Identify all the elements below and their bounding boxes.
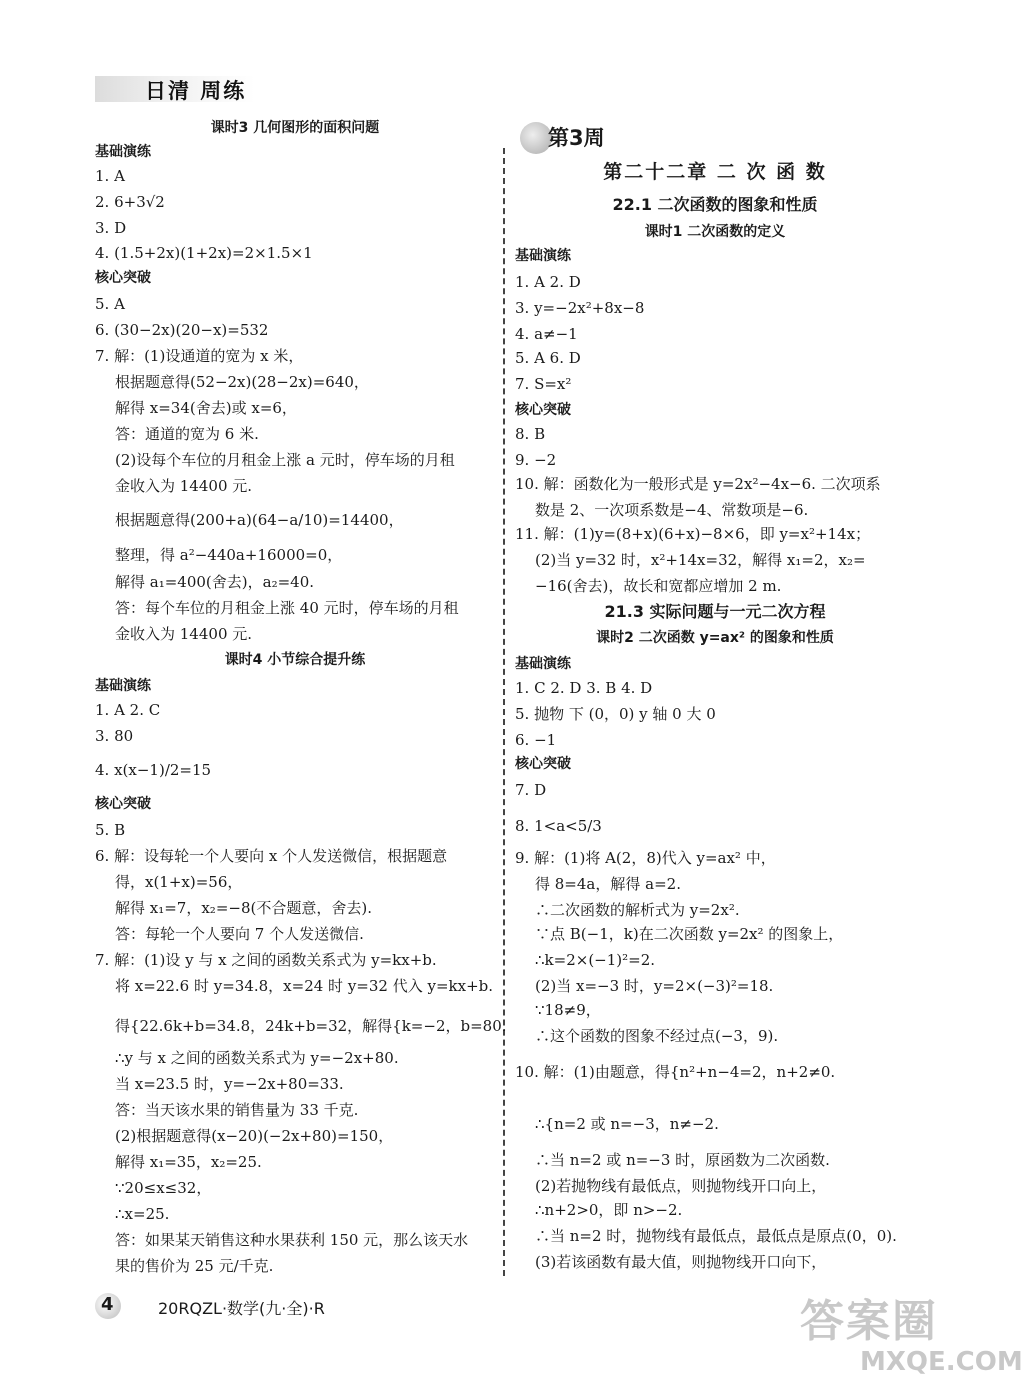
answer-line: 得{22.6k+b=34.8，24k+b=32，解得{k=−2，b=80. [115,1017,507,1035]
page-number: 4 [101,1294,114,1315]
sec-heading: 基础演练 [95,144,151,160]
week-heading [520,120,640,156]
answer-line: 根据题意得(52−2x)(28−2x)=640， [115,373,369,391]
answer-line: 答：当天该水果的销售量为 33 千克. [115,1101,359,1119]
answer-line: 得 8=4a，解得 a=2. [535,875,681,893]
answer-line: 1. C 2. D 3. B 4. D [515,679,653,697]
sec-heading: 基础演练 [515,248,571,264]
answer-line: 金收入为 14400 元. [115,477,253,495]
header-title: 日清 周练 [145,79,247,103]
answer-line: (2)当 y=32 时，x²+14x=32，解得 x₁=2，x₂= [535,551,866,569]
answer-line: ∵点 B(−1，k)在二次函数 y=2x² 的图象上， [535,925,844,943]
answer-line: 7. 解：(1)设通道的宽为 x 米， [95,347,304,365]
sec-heading: 核心突破 [515,756,571,772]
footer-code: 20RQZL·数学(九·全)·R [158,1299,325,1318]
answer-line: 5. B [95,821,126,839]
answer-line: −16(舍去)，故长和宽都应增加 2 m. [535,577,782,595]
answer-line: (2)若抛物线有最低点，则抛物线开口向上， [535,1177,827,1195]
answer-line: ∴y 与 x 之间的函数关系式为 y=−2x+80. [115,1049,399,1067]
sec-heading: 基础演练 [95,678,151,694]
answer-line: ∴{n=2 或 n=−3，n≠−2. [535,1115,719,1133]
answer-line: 6. (30−2x)(20−x)=532 [95,321,269,339]
subtitle-heading: 22.1 二次函数的图象和性质 [612,195,818,214]
answer-line: 得，x(1+x)=56， [115,873,243,891]
answer-line: 3. y=−2x²+8x−8 [515,299,645,317]
answer-line: 数是 2、一次项系数是−4、常数项是−6. [535,501,809,519]
lesson-heading: 课时1 二次函数的定义 [644,224,786,240]
column-divider [503,148,505,1276]
answer-line: 7. 解：(1)设 y 与 x 之间的函数关系式为 y=kx+b. [95,951,437,969]
answer-line: 5. 抛物 下 (0，0) y 轴 0 大 0 [515,705,716,723]
watermark-url: MXQE.COM [860,1347,1023,1377]
chapter-heading: 第二十二章 二 次 函 数 [603,161,827,183]
answer-line: 金收入为 14400 元. [115,625,253,643]
answer-line: 整理，得 a²−440a+16000=0， [115,546,343,564]
answer-line: 9. −2 [515,451,557,469]
answer-line: 10. 解：函数化为一般形式是 y=2x²−4x−6. 二次项系 [515,475,881,493]
answer-line: ∴n+2>0，即 n>−2. [535,1201,683,1219]
answer-line: 4. x(x−1)/2=15 [95,761,212,779]
watermark-logo [800,1285,1023,1385]
sec-heading: 核心突破 [515,402,571,418]
sec-heading: 基础演练 [515,656,571,672]
answer-line: ∴这个函数的图象不经过点(−3，9). [535,1027,779,1045]
answer-line: 8. 1<a<5/3 [515,817,602,835]
answer-line: (2)设每个车位的月租金上涨 a 元时，停车场的月租 [115,451,455,469]
answer-line: 5. A [95,295,125,313]
answer-line: ∴二次函数的解析式为 y=2x². [535,901,740,919]
answer-line: 4. a≠−1 [515,325,578,343]
answer-line: ∵18≠9， [535,1001,601,1019]
watermark-text: 答案圈 [800,1296,938,1347]
answer-line: 7. D [515,781,547,799]
answer-line: 答：每个车位的月租金上涨 40 元时，停车场的月租 [115,599,459,617]
answer-line: 8. B [515,425,546,443]
sec-heading: 核心突破 [95,270,151,286]
answer-line: 6. −1 [515,731,557,749]
answer-line: 根据题意得(200+a)(64−a/10)=14400， [115,511,404,529]
answer-line: 解得 a₁=400(舍去)，a₂=40. [115,573,315,591]
answer-line: 11. 解：(1)y=(8+x)(6+x)−8×6，即 y=x²+14x； [515,525,871,543]
answer-line: 果的售价为 25 元/千克. [115,1257,274,1275]
answer-line: 答：通道的宽为 6 米. [115,425,259,443]
answer-line: (2)根据题意得(x−20)(−2x+80)=150， [115,1127,394,1145]
lesson-heading: 课时3 几何图形的面积问题 [210,120,380,136]
subtitle-heading: 21.3 实际问题与一元二次方程 [604,602,826,621]
answer-line: 1. A 2. D [515,273,581,291]
lesson-heading: 课时4 小节综合提升练 [224,652,366,668]
answer-line: 3. D [95,219,127,237]
answer-line: 解得 x₁=7，x₂=−8(不合题意，舍去). [115,899,372,917]
answer-line: 将 x=22.6 时 y=34.8，x=24 时 y=32 代入 y=kx+b. [115,977,494,995]
answer-line: 10. 解：(1)由题意，得{n²+n−4=2，n+2≠0. [515,1063,836,1081]
answer-line: 7. S=x² [515,375,572,393]
answer-line: 当 x=23.5 时，y=−2x+80=33. [115,1075,344,1093]
answer-line: ∴当 n=2 时，抛物线有最低点，最低点是原点(0，0). [535,1227,897,1245]
answer-line: 5. A 6. D [515,349,581,367]
answer-line: 解得 x₁=35，x₂=25. [115,1153,262,1171]
answer-line: 1. A [95,167,125,185]
answer-line: (2)当 x=−3 时，y=2×(−3)²=18. [535,977,774,995]
answer-line: ∴x=25. [115,1205,170,1223]
answer-line: 答：如果某天销售这种水果获利 150 元，那么该天水 [115,1231,469,1249]
header-banner [95,72,255,106]
answer-line: (3)若该函数有最大值，则抛物线开口向下， [535,1253,827,1271]
answer-line: 解得 x=34(舍去)或 x=6， [115,399,297,417]
answer-line: 答：每轮一个人要向 7 个人发送微信. [115,925,364,943]
answer-line: ∴当 n=2 或 n=−3 时，原函数为二次函数. [535,1151,830,1169]
answer-line: ∵20≤x≤32， [115,1179,212,1197]
week-title: 第3周 [548,126,605,150]
answer-line: 1. A 2. C [95,701,161,719]
sec-heading: 核心突破 [95,796,151,812]
answer-line: 3. 80 [95,727,134,745]
lesson-heading: 课时2 二次函数 y=ax² 的图象和性质 [596,630,834,646]
answer-line: 2. 6+3√2 [95,193,165,211]
answer-line: 4. (1.5+2x)(1+2x)=2×1.5×1 [95,244,313,262]
answer-line: 9. 解：(1)将 A(2，8)代入 y=ax² 中， [515,849,776,867]
answer-line: 6. 解：设每轮一个人要向 x 个人发送微信，根据题意 [95,847,448,865]
answer-line: ∴k=2×(−1)²=2. [535,951,656,969]
